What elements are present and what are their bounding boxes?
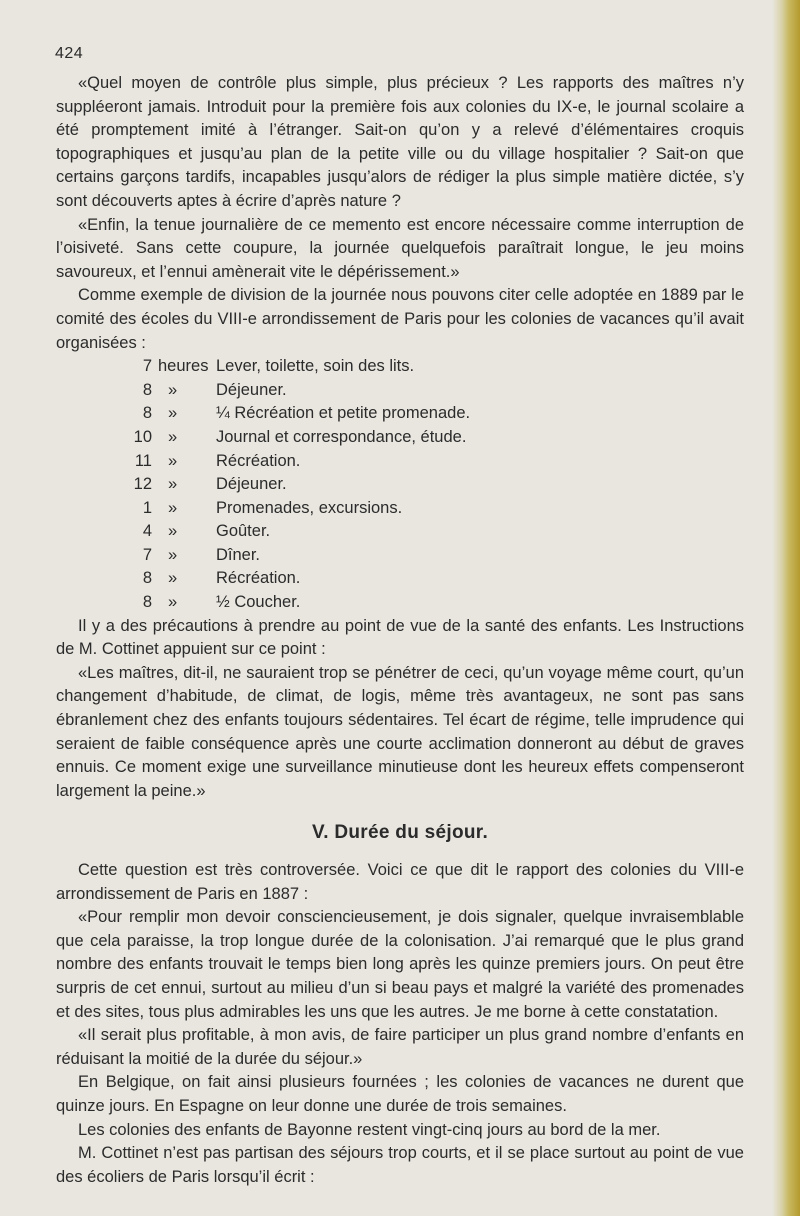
schedule-row	[56, 379, 744, 403]
schedule-hour: 8	[142, 569, 152, 588]
paragraph: Cette question est très controversée. Voici ce que dit le rapport des colonies du VIII-e arrondissement de Paris en 1887 :	[56, 861, 744, 903]
schedule-unit: »	[168, 404, 178, 423]
schedule-unit: heures	[158, 357, 209, 376]
schedule-activity: Récréation.	[216, 451, 301, 470]
schedule-row	[56, 591, 744, 615]
schedule-activity: Récréation.	[216, 569, 301, 588]
page-number: 424	[55, 45, 84, 62]
schedule-hour: 7	[142, 545, 152, 564]
paragraph: «Il serait plus profitable, à mon avis, de faire participer un plus grand nombre d’enfants en réduisant la moitié de la durée du séjour.»	[56, 1026, 744, 1068]
schedule-unit: »	[168, 427, 178, 446]
paragraph: En Belgique, on fait ainsi plusieurs fournées ; les colonies de vacances ne durent que quinze jours. En Espagne on leur donne une durée de trois semaines.	[56, 1073, 744, 1115]
schedule-activity: Dîner.	[216, 545, 261, 564]
schedule-activity: ½ Coucher.	[216, 593, 301, 612]
schedule-row	[56, 520, 744, 544]
schedule-hour: 8	[142, 380, 152, 399]
schedule-hour: 10	[133, 427, 152, 446]
schedule-row	[56, 473, 744, 497]
paragraph: «Quel moyen de contrôle plus simple, plus précieux ? Les rapports des maîtres n’y suppléeront jamais. Introduit pour la première fois aux colonies du IX-e, le journal scolaire a été promptement imité à l’étranger. Sait-on qu’on y a relevé d’élémentaires croquis topographiques et jusqu’au plan de la petite ville ou du village hospitalier ? Sait-on que certains garçons tardifs, incapables jusqu’alors de rédiger la plus simple matière dictée, s’y sont découverts aptes à écrire d’après nature ?	[56, 74, 744, 210]
schedule-unit: »	[168, 498, 178, 517]
schedule-row	[56, 402, 744, 426]
schedule-unit: »	[168, 569, 178, 588]
schedule-activity: Promenades, excursions.	[216, 498, 403, 517]
schedule-activity: Déjeuner.	[216, 475, 287, 494]
daily-schedule	[56, 355, 744, 615]
schedule-unit: »	[168, 545, 178, 564]
schedule-row	[56, 355, 744, 379]
schedule-activity: Lever, toilette, soin des lits.	[216, 357, 415, 376]
paragraph: «Les maîtres, dit-il, ne sauraient trop se pénétrer de ceci, qu’un voyage même court, qu’un changement d’habitude, de climat, de logis, même très avantageux, ne sont pas sans ébranlement chez des enfants toujours sédentaires. Tel écart de régime, telle imprudence qui seraient de faible conséquence après une courte acclimation donneront au début de graves ennuis. Ce moment exige une surveillance minutieuse dont les heureux effets compenseront largement la peine.»	[56, 663, 744, 800]
paragraph: Les colonies des enfants de Bayonne restent vingt-cinq jours au bord de la mer.	[78, 1120, 661, 1139]
schedule-unit: »	[168, 593, 178, 612]
schedule-row	[56, 544, 744, 568]
section-heading: V. Durée du séjour.	[311, 822, 489, 844]
schedule-unit: »	[168, 522, 178, 541]
paragraph: Il y a des précautions à prendre au point de vue de la santé des enfants. Les Instructions de M. Cottinet appuient sur ce point :	[56, 616, 744, 659]
schedule-activity: Journal et correspondance, étude.	[216, 427, 467, 446]
paragraph: Comme exemple de division de la journée nous pouvons citer celle adoptée en 1889 par le comité des écoles du VIII-e arrondissement de Paris pour les colonies de vacances qu’il avait organisées :	[56, 286, 744, 352]
schedule-row	[56, 450, 744, 474]
page-edge-shadow	[772, 0, 800, 1216]
schedule-hour: 1	[142, 498, 152, 517]
schedule-row	[56, 497, 744, 521]
schedule-hour: 8	[142, 593, 152, 612]
paragraph: «Pour remplir mon devoir consciencieusement, je dois signaler, quelque invraisemblable que cela paraisse, la trop longue durée de la colonisation. J’ai remarqué que le plus grand nombre des enfants trouvait le temps bien long après les quinze premiers jours. On peut être surpris de cet ennui, surtout au milieu d’un si beau pays et malgré la variété des promenades et des sites, tous plus admirables les uns que les autres. Je me borne à cette constatation.	[56, 908, 744, 1021]
schedule-hour: 12	[133, 475, 152, 494]
schedule-unit: »	[168, 475, 178, 494]
schedule-unit: »	[168, 380, 178, 399]
schedule-row	[56, 567, 744, 591]
schedule-unit: »	[168, 451, 178, 470]
schedule-activity: Goûter.	[216, 522, 271, 541]
schedule-hour: 7	[142, 357, 152, 376]
schedule-row	[56, 426, 744, 450]
schedule-hour: 11	[134, 451, 152, 470]
schedule-activity: Déjeuner.	[216, 380, 287, 399]
schedule-activity: ¼ Récréation et petite promenade.	[216, 404, 471, 423]
body-text	[56, 72, 744, 1189]
schedule-hour: 4	[142, 522, 152, 541]
schedule-hour: 8	[142, 404, 152, 423]
paragraph: «Enfin, la tenue journalière de ce memento est encore nécessaire comme interruption de l’oisiveté. Sans cette coupure, la journée quelquefois paraîtrait longue, le jeu moins savoureux, et l’ennui amènerait vite le dépérissement.»	[56, 215, 744, 281]
paragraph: M. Cottinet n’est pas partisan des séjours trop courts, et il se place surtout au point de vue des écoliers de Paris lorsqu’il écrit :	[56, 1144, 744, 1186]
